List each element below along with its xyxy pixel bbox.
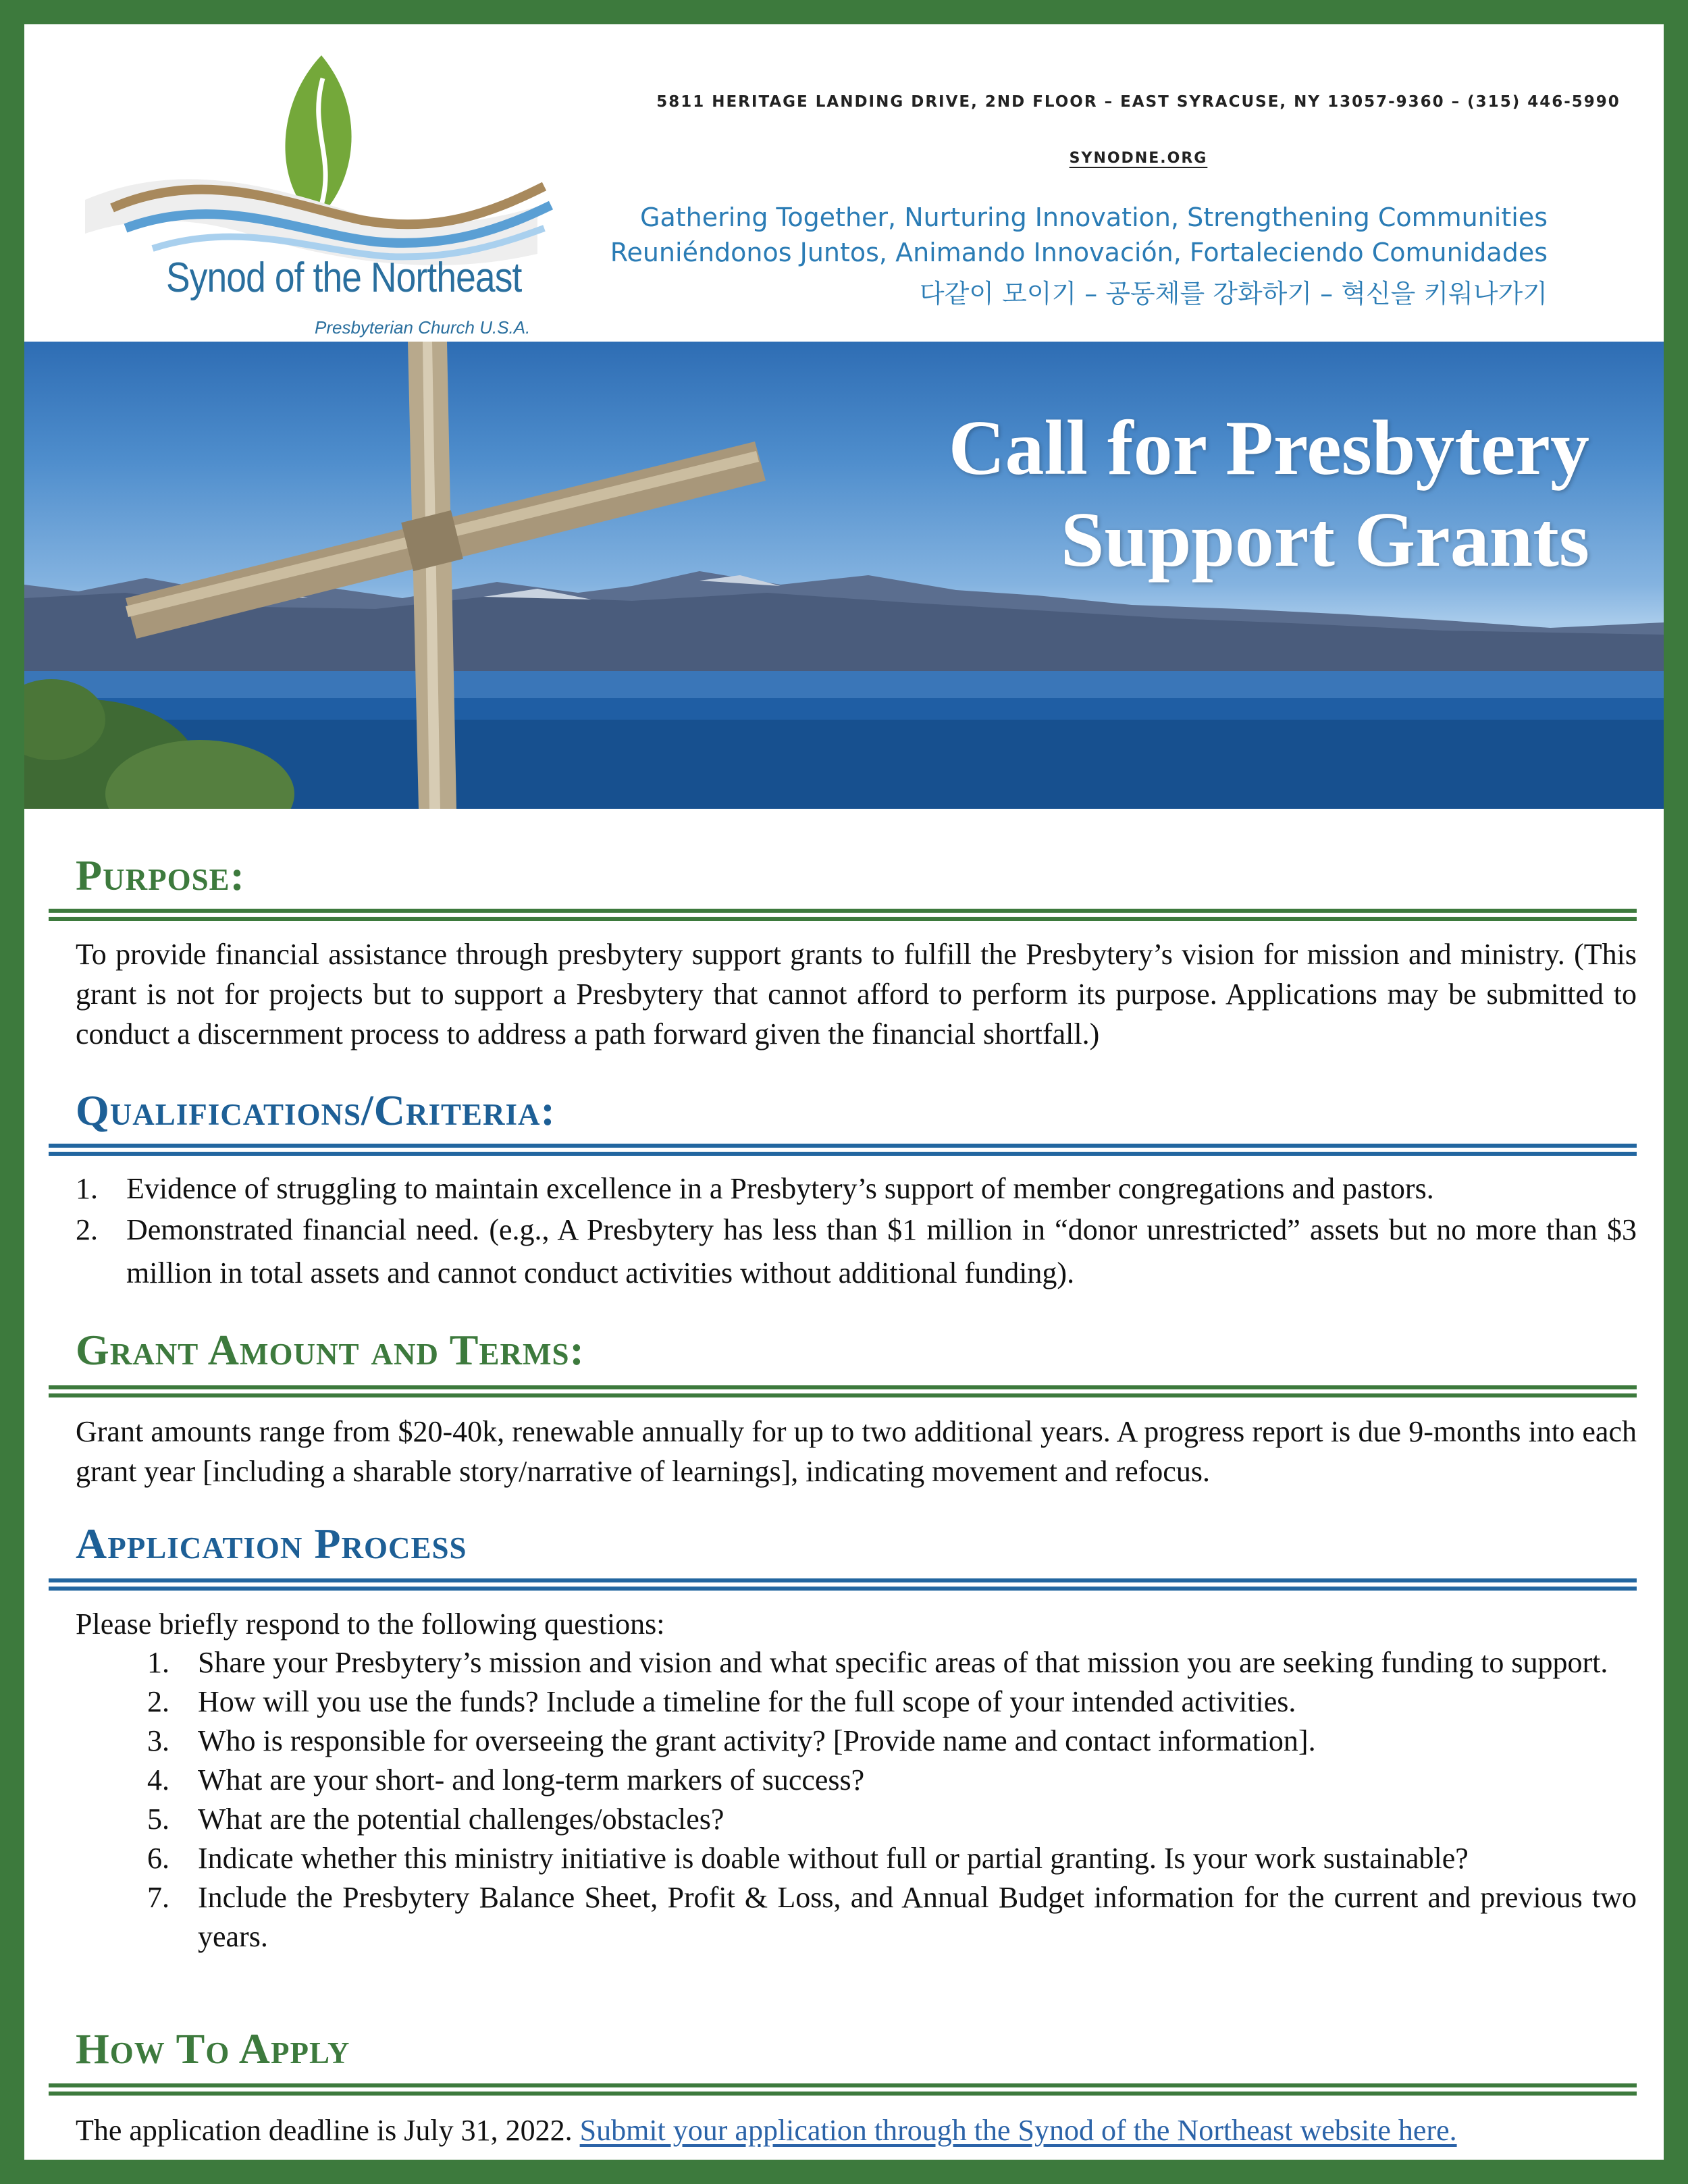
list-item-text: Share your Presbytery’s mission and vision and what specific areas of that mission you are seeking funding to support. <box>198 1646 1608 1679</box>
list-item <box>147 1682 1637 1722</box>
application-questions-list <box>147 1643 1637 1956</box>
hero-banner <box>24 342 1664 809</box>
qualifications-divider <box>49 1144 1637 1156</box>
list-item <box>76 1169 1637 1208</box>
application-intro: Please briefly respond to the following questions: <box>76 1607 665 1641</box>
list-number: 7. <box>147 1881 169 1914</box>
list-number: 3. <box>147 1724 169 1757</box>
list-item <box>147 1800 1637 1839</box>
list-item <box>147 1722 1637 1761</box>
application-process-heading: Application Process <box>76 1520 467 1568</box>
how-to-apply-heading: How To Apply <box>76 2025 350 2073</box>
qualifications-heading: Qualifications/Criteria: <box>76 1086 556 1134</box>
application-process-divider <box>49 1578 1637 1591</box>
deadline-text: The application deadline is July 31, 2022. <box>76 2114 573 2147</box>
list-item-text: How will you use the funds? Include a timeline for the full scope of your intended activities. <box>198 1685 1296 1718</box>
list-item <box>76 1208 1637 1295</box>
list-item-text: What are your short- and long-term markers of success? <box>198 1763 865 1796</box>
list-item-text: What are the potential challenges/obstacles? <box>198 1803 724 1836</box>
list-number: 5. <box>147 1803 169 1836</box>
purpose-heading: Purpose: <box>76 851 245 899</box>
list-item-text: Indicate whether this ministry initiative is doable without full or partial granting. Is your work sustainable? <box>198 1842 1469 1875</box>
list-item-text: Include the Presbytery Balance Sheet, Profit & Loss, and Annual Budget information for the current and previous two years. <box>198 1881 1637 1953</box>
tagline-korean: 다같이 모이기 – 공동체를 강화하기 – 혁신을 키워나가기 <box>919 279 1548 309</box>
leaf-wave-icon <box>72 51 558 267</box>
list-item-text: Demonstrated financial need. (e.g., A Presbytery has less than $1 million in “donor unrestricted” assets but no more than $3 million in total assets and cannot conduct activities without additional funding). <box>126 1213 1637 1289</box>
list-item <box>147 1878 1637 1956</box>
list-item <box>147 1839 1637 1878</box>
website-link[interactable]: SYNODNE.ORG <box>1069 150 1208 167</box>
list-item-text: Who is responsible for overseeing the grant activity? [Provide name and contact information]. <box>198 1724 1316 1757</box>
list-item <box>147 1761 1637 1800</box>
tagline-english: Gathering Together, Nurturing Innovation, Strengthening Communities <box>640 203 1548 232</box>
logo-denomination: Presbyterian Church U.S.A. <box>315 317 531 338</box>
purpose-text: To provide financial assistance through presbytery support grants to fulfill the Presbytery’s vision for mission and ministry. (This grant is not for projects but to support a Presbytery that cannot afford to perform its purpose. Applications may be submitted to conduct a discernment process to address a path forward given the financial shortfall.) <box>76 938 1637 1050</box>
banner-title-line1: Call for Presbytery <box>948 405 1589 491</box>
grant-terms-text: Grant amounts range from $20-40k, renewable annually for up to two additional years. A progress report is due 9-months into each grant year [including a sharable story/narrative of learnings], indicating movement and refocus. <box>76 1415 1637 1488</box>
list-item <box>147 1643 1637 1682</box>
logo-org-name: Synod of the Northeast <box>166 255 522 301</box>
how-to-apply-text <box>76 2110 1637 2150</box>
banner-title <box>949 402 1589 586</box>
list-number: 2. <box>147 1685 169 1718</box>
synod-logo <box>72 51 558 342</box>
grant-terms-heading: Grant Amount and Terms: <box>76 1326 585 1374</box>
submit-application-link[interactable]: Submit your application through the Synod of the Northeast website here. <box>579 2114 1457 2147</box>
grant-terms-divider <box>49 1385 1637 1397</box>
list-number: 1. <box>76 1172 98 1205</box>
list-number: 1. <box>147 1646 169 1679</box>
list-item-text: Evidence of struggling to maintain excellence in a Presbytery’s support of member congregations and pastors. <box>126 1172 1434 1205</box>
list-number: 4. <box>147 1763 169 1796</box>
tagline-spanish: Reuniéndonos Juntos, Animando Innovación, Fortaleciendo Comunidades <box>610 238 1548 267</box>
mailing-address: 5811 HERITAGE LANDING DRIVE, 2ND FLOOR – EAST SYRACUSE, NY 13057-9360 – (315) 446-5990 <box>656 93 1620 111</box>
banner-title-line2: Support Grants <box>1060 497 1589 583</box>
how-to-apply-divider <box>49 2083 1637 2096</box>
list-number: 6. <box>147 1842 169 1875</box>
header <box>24 24 1664 342</box>
qualifications-list <box>76 1169 1637 1295</box>
purpose-divider <box>49 909 1637 921</box>
list-number: 2. <box>76 1213 98 1246</box>
